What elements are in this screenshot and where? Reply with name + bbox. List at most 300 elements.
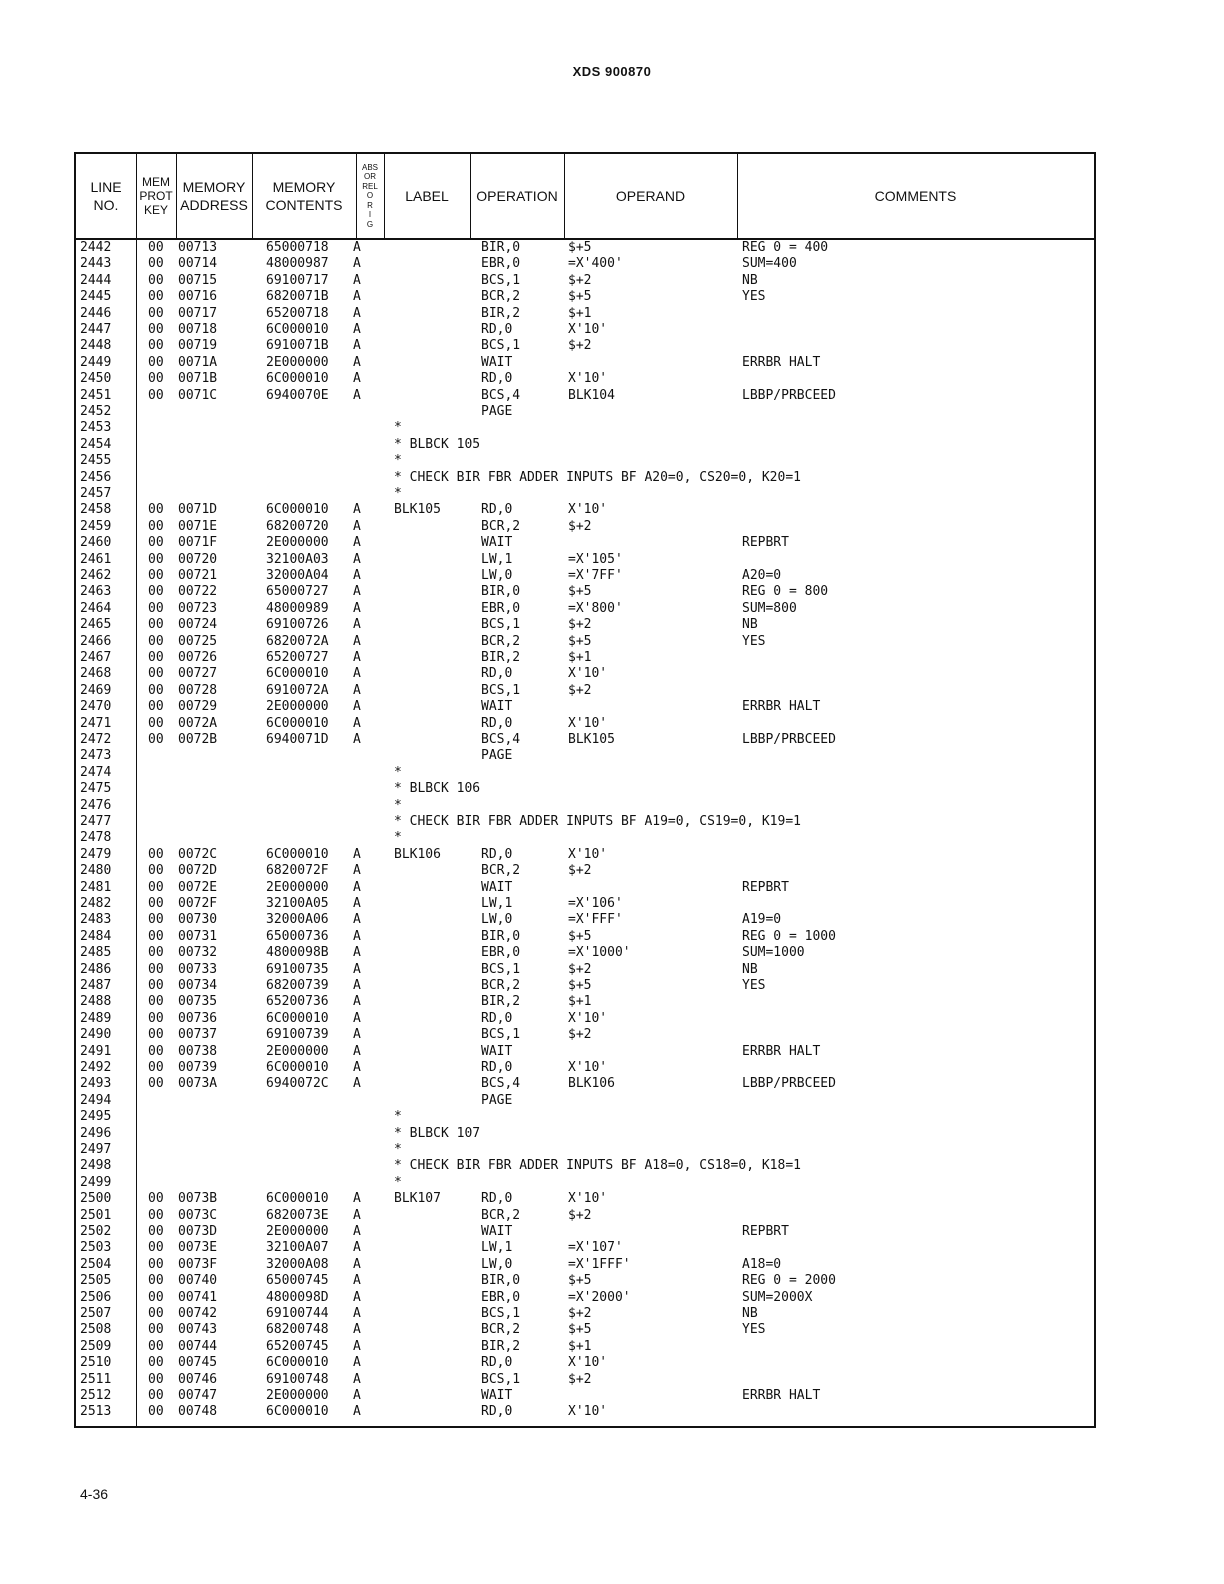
cell-memory-address: 00717 xyxy=(178,305,218,321)
cell-operation: BCS,1 xyxy=(481,1306,521,1321)
cell-memory-contents: 65000727 xyxy=(266,584,329,600)
cell-memory-contents: 6C000010 xyxy=(266,1060,329,1075)
cell-line-no: 2442 xyxy=(80,240,112,255)
cell-mem-prot-key: 00 xyxy=(148,387,164,403)
cell-line-no: 2503 xyxy=(80,1240,112,1256)
listing-row xyxy=(76,289,1094,305)
cell-memory-address: 0072E xyxy=(178,879,218,895)
cell-mem-prot-key: 00 xyxy=(148,1010,164,1026)
cell-line-no: 2444 xyxy=(80,272,112,288)
header-memory-contents: MEMORY CONTENTS xyxy=(265,179,343,213)
cell-abs-rel-flag: A xyxy=(353,305,361,321)
cell-label: * xyxy=(394,797,402,813)
cell-operand: =X'800' xyxy=(568,600,623,616)
cell-mem-prot-key: 00 xyxy=(148,1224,164,1239)
cell-abs-rel-flag: A xyxy=(353,240,361,255)
cell-mem-prot-key: 00 xyxy=(148,289,164,305)
cell-memory-contents: 2E000000 xyxy=(266,879,329,895)
cell-operation: LW,1 xyxy=(481,1240,513,1256)
cell-abs-rel-flag: A xyxy=(353,928,361,944)
cell-mem-prot-key: 00 xyxy=(148,1043,164,1059)
listing-row xyxy=(76,1011,1094,1027)
cell-abs-rel-flag: A xyxy=(353,1240,361,1256)
cell-operand: $+2 xyxy=(568,961,592,977)
cell-line-no: 2499 xyxy=(80,1174,112,1190)
cell-memory-contents: 2E000000 xyxy=(266,535,329,551)
cell-abs-rel-flag: A xyxy=(353,961,361,977)
cell-label: * BLBCK 106 xyxy=(394,781,481,797)
listing-row xyxy=(76,1109,1094,1125)
cell-memory-contents: 6940072C xyxy=(266,1076,329,1092)
cell-line-no: 2505 xyxy=(80,1273,112,1289)
cell-comment: REPBRT xyxy=(742,1224,789,1239)
cell-line-no: 2454 xyxy=(80,436,112,452)
listing-row xyxy=(76,683,1094,699)
cell-operand: $+5 xyxy=(568,633,592,649)
listing-row xyxy=(76,699,1094,715)
cell-memory-contents: 32100A07 xyxy=(266,1240,329,1256)
cell-abs-rel-flag: A xyxy=(353,1338,361,1354)
cell-operand: $+1 xyxy=(568,1338,592,1354)
cell-label: * xyxy=(394,830,402,846)
cell-operation: EBR,0 xyxy=(481,256,521,272)
cell-label: * xyxy=(394,1142,402,1157)
cell-operation: BCS,4 xyxy=(481,732,521,747)
cell-line-no: 2496 xyxy=(80,1125,112,1141)
cell-comment: NB xyxy=(742,272,758,288)
cell-operand: $+5 xyxy=(568,1273,592,1289)
cell-operation: BCS,1 xyxy=(481,1027,521,1043)
cell-memory-address: 00742 xyxy=(178,1306,218,1321)
cell-memory-address: 00721 xyxy=(178,568,218,583)
cell-memory-address: 0073F xyxy=(178,1256,218,1272)
cell-comment: A18=0 xyxy=(742,1256,782,1272)
cell-abs-rel-flag: A xyxy=(353,617,361,633)
cell-mem-prot-key: 00 xyxy=(148,272,164,288)
cell-line-no: 2494 xyxy=(80,1092,112,1108)
cell-line-no: 2484 xyxy=(80,928,112,944)
cell-operation: RD,0 xyxy=(481,1010,513,1026)
listing-row xyxy=(76,1191,1094,1207)
listing-row xyxy=(76,814,1094,830)
cell-mem-prot-key: 00 xyxy=(148,666,164,682)
cell-label: * xyxy=(394,1109,402,1125)
listing-row xyxy=(76,1076,1094,1092)
cell-memory-address: 00725 xyxy=(178,633,218,649)
cell-operand: X'10' xyxy=(568,1191,608,1207)
cell-memory-contents: 6C000010 xyxy=(266,371,329,387)
cell-memory-address: 00739 xyxy=(178,1060,218,1075)
cell-operation: BCR,2 xyxy=(481,978,521,993)
listing-row xyxy=(76,502,1094,518)
cell-operation: LW,0 xyxy=(481,912,513,928)
cell-line-no: 2507 xyxy=(80,1306,112,1321)
cell-line-no: 2486 xyxy=(80,961,112,977)
cell-comment: SUM=1000 xyxy=(742,945,805,961)
cell-mem-prot-key: 00 xyxy=(148,1027,164,1043)
cell-memory-address: 00724 xyxy=(178,617,218,633)
cell-memory-address: 00720 xyxy=(178,551,218,567)
cell-abs-rel-flag: A xyxy=(353,1256,361,1272)
cell-operation: PAGE xyxy=(481,1092,513,1108)
listing-row xyxy=(76,486,1094,502)
cell-label: * CHECK BIR FBR ADDER INPUTS BF A18=0, CS18=0, K18=1 xyxy=(394,1158,801,1174)
listing-row xyxy=(76,880,1094,896)
cell-operation: LW,0 xyxy=(481,568,513,583)
cell-line-no: 2485 xyxy=(80,945,112,961)
cell-mem-prot-key: 00 xyxy=(148,1256,164,1272)
cell-operation: RD,0 xyxy=(481,322,513,337)
cell-abs-rel-flag: A xyxy=(353,1010,361,1026)
header-abs-rel-orig: ABS OR REL O R I G xyxy=(361,162,378,229)
cell-line-no: 2453 xyxy=(80,420,112,436)
cell-abs-rel-flag: A xyxy=(353,371,361,387)
cell-abs-rel-flag: A xyxy=(353,994,361,1010)
listing-row xyxy=(76,650,1094,666)
cell-operand: X'10' xyxy=(568,1404,608,1420)
listing-row xyxy=(76,896,1094,912)
cell-operand: $+2 xyxy=(568,272,592,288)
cell-memory-address: 0073D xyxy=(178,1224,218,1239)
cell-operation: PAGE xyxy=(481,748,513,764)
cell-memory-contents: 6910072A xyxy=(266,682,329,698)
cell-line-no: 2459 xyxy=(80,518,112,534)
cell-abs-rel-flag: A xyxy=(353,896,361,911)
cell-memory-address: 00715 xyxy=(178,272,218,288)
cell-operation: EBR,0 xyxy=(481,945,521,961)
listing-row xyxy=(76,1175,1094,1191)
cell-memory-contents: 6910071B xyxy=(266,338,329,354)
cell-mem-prot-key: 00 xyxy=(148,371,164,387)
cell-comment: LBBP/PRBCEED xyxy=(742,732,836,747)
cell-mem-prot-key: 00 xyxy=(148,1273,164,1289)
cell-mem-prot-key: 00 xyxy=(148,978,164,993)
listing-row xyxy=(76,322,1094,338)
cell-memory-contents: 2E000000 xyxy=(266,354,329,370)
listing-row xyxy=(76,470,1094,486)
cell-comment: YES xyxy=(742,289,766,305)
cell-comment: REG 0 = 800 xyxy=(742,584,829,600)
column-divider xyxy=(564,154,565,238)
cell-operand: X'10' xyxy=(568,1060,608,1075)
cell-line-no: 2482 xyxy=(80,896,112,911)
cell-memory-address: 00743 xyxy=(178,1322,218,1338)
cell-operation: LW,1 xyxy=(481,896,513,911)
cell-operation: BCR,2 xyxy=(481,1322,521,1338)
listing-row xyxy=(76,912,1094,928)
cell-mem-prot-key: 00 xyxy=(148,305,164,321)
cell-mem-prot-key: 00 xyxy=(148,896,164,911)
cell-mem-prot-key: 00 xyxy=(148,682,164,698)
cell-mem-prot-key: 00 xyxy=(148,650,164,665)
cell-mem-prot-key: 00 xyxy=(148,354,164,370)
cell-memory-contents: 6820072A xyxy=(266,633,329,649)
cell-abs-rel-flag: A xyxy=(353,1355,361,1371)
cell-memory-address: 00727 xyxy=(178,666,218,682)
listing-row xyxy=(76,978,1094,994)
cell-operand: BLK105 xyxy=(568,732,615,747)
cell-memory-address: 00738 xyxy=(178,1043,218,1059)
cell-line-no: 2450 xyxy=(80,371,112,387)
cell-memory-address: 00737 xyxy=(178,1027,218,1043)
listing-row xyxy=(76,1372,1094,1388)
cell-memory-address: 00713 xyxy=(178,240,218,255)
cell-memory-address: 00728 xyxy=(178,682,218,698)
cell-memory-contents: 2E000000 xyxy=(266,1043,329,1059)
cell-abs-rel-flag: A xyxy=(353,535,361,551)
cell-memory-contents: 65000736 xyxy=(266,928,329,944)
cell-memory-address: 00744 xyxy=(178,1338,218,1354)
cell-line-no: 2502 xyxy=(80,1224,112,1239)
cell-mem-prot-key: 00 xyxy=(148,699,164,715)
cell-abs-rel-flag: A xyxy=(353,387,361,403)
cell-mem-prot-key: 00 xyxy=(148,256,164,272)
cell-line-no: 2448 xyxy=(80,338,112,354)
cell-memory-address: 00731 xyxy=(178,928,218,944)
cell-memory-contents: 6C000010 xyxy=(266,715,329,731)
listing-row xyxy=(76,1322,1094,1338)
cell-line-no: 2504 xyxy=(80,1256,112,1272)
listing-row xyxy=(76,1404,1094,1420)
cell-mem-prot-key: 00 xyxy=(148,945,164,961)
cell-memory-contents: 2E000000 xyxy=(266,1224,329,1239)
cell-memory-contents: 69100717 xyxy=(266,272,329,288)
cell-memory-contents: 68200739 xyxy=(266,978,329,993)
cell-operation: BIR,2 xyxy=(481,305,521,321)
cell-memory-address: 0072F xyxy=(178,896,218,911)
column-divider xyxy=(252,154,253,238)
cell-comment: SUM=400 xyxy=(742,256,797,272)
cell-memory-address: 00745 xyxy=(178,1355,218,1371)
cell-label: BLK107 xyxy=(394,1191,441,1207)
cell-operand: =X'400' xyxy=(568,256,623,272)
listing-row xyxy=(76,519,1094,535)
cell-mem-prot-key: 00 xyxy=(148,1289,164,1305)
header-label: LABEL xyxy=(405,188,449,204)
listing-row xyxy=(76,306,1094,322)
cell-memory-contents: 65200736 xyxy=(266,994,329,1010)
listing-row xyxy=(76,765,1094,781)
listing-row xyxy=(76,535,1094,551)
cell-abs-rel-flag: A xyxy=(353,600,361,616)
cell-mem-prot-key: 00 xyxy=(148,1355,164,1371)
cell-memory-contents: 6C000010 xyxy=(266,1191,329,1207)
cell-memory-contents: 65200745 xyxy=(266,1338,329,1354)
cell-operand: BLK104 xyxy=(568,387,615,403)
cell-mem-prot-key: 00 xyxy=(148,863,164,879)
cell-abs-rel-flag: A xyxy=(353,518,361,534)
cell-line-no: 2487 xyxy=(80,978,112,993)
cell-comment: ERRBR HALT xyxy=(742,354,821,370)
cell-operation: WAIT xyxy=(481,879,513,895)
cell-operand: $+1 xyxy=(568,650,592,665)
cell-operation: BCR,2 xyxy=(481,289,521,305)
cell-memory-contents: 6940070E xyxy=(266,387,329,403)
cell-abs-rel-flag: A xyxy=(353,1191,361,1207)
cell-comment: ERRBR HALT xyxy=(742,1043,821,1059)
cell-mem-prot-key: 00 xyxy=(148,617,164,633)
listing-row xyxy=(76,1257,1094,1273)
cell-operand: $+2 xyxy=(568,682,592,698)
cell-line-no: 2466 xyxy=(80,633,112,649)
cell-abs-rel-flag: A xyxy=(353,1224,361,1239)
cell-mem-prot-key: 00 xyxy=(148,1240,164,1256)
cell-mem-prot-key: 00 xyxy=(148,1060,164,1075)
cell-memory-address: 00730 xyxy=(178,912,218,928)
cell-memory-address: 0071D xyxy=(178,502,218,518)
cell-operand: $+2 xyxy=(568,1207,592,1223)
cell-abs-rel-flag: A xyxy=(353,912,361,928)
cell-operation: EBR,0 xyxy=(481,1289,521,1305)
column-divider xyxy=(470,154,471,238)
cell-memory-contents: 6C000010 xyxy=(266,666,329,682)
cell-abs-rel-flag: A xyxy=(353,715,361,731)
table-header xyxy=(76,154,1094,240)
listing-row xyxy=(76,634,1094,650)
cell-abs-rel-flag: A xyxy=(353,846,361,862)
cell-comment: YES xyxy=(742,1322,766,1338)
listing-row xyxy=(76,863,1094,879)
cell-line-no: 2456 xyxy=(80,469,112,485)
cell-operand: $+2 xyxy=(568,617,592,633)
listing-row xyxy=(76,601,1094,617)
cell-memory-contents: 6C000010 xyxy=(266,846,329,862)
cell-operand: =X'107' xyxy=(568,1240,623,1256)
listing-row xyxy=(76,1224,1094,1240)
cell-line-no: 2462 xyxy=(80,568,112,583)
cell-memory-address: 00740 xyxy=(178,1273,218,1289)
header-line-no: LINE NO. xyxy=(90,179,122,213)
cell-operand: X'10' xyxy=(568,502,608,518)
cell-operation: BIR,0 xyxy=(481,1273,521,1289)
cell-comment: A20=0 xyxy=(742,568,782,583)
cell-operation: LW,1 xyxy=(481,551,513,567)
listing-row xyxy=(76,929,1094,945)
cell-operand: $+1 xyxy=(568,305,592,321)
cell-memory-address: 0072A xyxy=(178,715,218,731)
listing-row xyxy=(76,748,1094,764)
cell-memory-contents: 32100A03 xyxy=(266,551,329,567)
cell-abs-rel-flag: A xyxy=(353,1404,361,1420)
listing-row xyxy=(76,1240,1094,1256)
cell-abs-rel-flag: A xyxy=(353,1060,361,1075)
cell-abs-rel-flag: A xyxy=(353,945,361,961)
cell-mem-prot-key: 00 xyxy=(148,1322,164,1338)
cell-line-no: 2492 xyxy=(80,1060,112,1075)
listing-row xyxy=(76,240,1094,256)
cell-operation: BCR,2 xyxy=(481,633,521,649)
cell-operand: $+2 xyxy=(568,1306,592,1321)
cell-mem-prot-key: 00 xyxy=(148,633,164,649)
cell-label: * CHECK BIR FBR ADDER INPUTS BF A20=0, CS20=0, K20=1 xyxy=(394,469,801,485)
cell-comment: LBBP/PRBCEED xyxy=(742,1076,836,1092)
cell-mem-prot-key: 00 xyxy=(148,1371,164,1387)
cell-operand: $+2 xyxy=(568,518,592,534)
cell-memory-address: 0071A xyxy=(178,354,218,370)
cell-operation: LW,0 xyxy=(481,1256,513,1272)
cell-operation: EBR,0 xyxy=(481,600,521,616)
cell-line-no: 2501 xyxy=(80,1207,112,1223)
cell-line-no: 2500 xyxy=(80,1191,112,1207)
cell-memory-contents: 4800098B xyxy=(266,945,329,961)
cell-abs-rel-flag: A xyxy=(353,354,361,370)
listing-row xyxy=(76,355,1094,371)
header-operation: OPERATION xyxy=(476,188,558,204)
cell-line-no: 2458 xyxy=(80,502,112,518)
cell-memory-contents: 69100748 xyxy=(266,1371,329,1387)
cell-memory-contents: 32000A04 xyxy=(266,568,329,583)
listing-row xyxy=(76,420,1094,436)
cell-abs-rel-flag: A xyxy=(353,1027,361,1043)
cell-label: * BLBCK 107 xyxy=(394,1125,481,1141)
cell-line-no: 2506 xyxy=(80,1289,112,1305)
cell-abs-rel-flag: A xyxy=(353,1371,361,1387)
cell-comment: SUM=800 xyxy=(742,600,797,616)
cell-operation: RD,0 xyxy=(481,502,513,518)
cell-line-no: 2481 xyxy=(80,879,112,895)
cell-operation: RD,0 xyxy=(481,371,513,387)
cell-memory-address: 00726 xyxy=(178,650,218,665)
header-comments: COMMENTS xyxy=(874,188,957,204)
cell-line-no: 2490 xyxy=(80,1027,112,1043)
cell-memory-address: 00729 xyxy=(178,699,218,715)
cell-mem-prot-key: 00 xyxy=(148,1076,164,1092)
cell-operation: BCS,1 xyxy=(481,682,521,698)
listing-row xyxy=(76,338,1094,354)
listing-row xyxy=(76,552,1094,568)
listing-row xyxy=(76,617,1094,633)
cell-comment: REG 0 = 1000 xyxy=(742,928,836,944)
cell-operation: BCS,1 xyxy=(481,1371,521,1387)
cell-memory-address: 0073A xyxy=(178,1076,218,1092)
cell-mem-prot-key: 00 xyxy=(148,240,164,255)
cell-label: BLK106 xyxy=(394,846,441,862)
cell-comment: NB xyxy=(742,1306,758,1321)
cell-operand: $+5 xyxy=(568,584,592,600)
cell-mem-prot-key: 00 xyxy=(148,535,164,551)
cell-memory-address: 0071C xyxy=(178,387,218,403)
cell-comment: REG 0 = 400 xyxy=(742,240,829,255)
cell-line-no: 2443 xyxy=(80,256,112,272)
cell-mem-prot-key: 00 xyxy=(148,961,164,977)
cell-abs-rel-flag: A xyxy=(353,1289,361,1305)
cell-operation: BCR,2 xyxy=(481,1207,521,1223)
listing-row xyxy=(76,568,1094,584)
cell-operand: $+2 xyxy=(568,338,592,354)
cell-abs-rel-flag: A xyxy=(353,732,361,747)
listing-row xyxy=(76,584,1094,600)
cell-label: * xyxy=(394,764,402,780)
cell-memory-contents: 6C000010 xyxy=(266,322,329,337)
cell-operand: =X'106' xyxy=(568,896,623,911)
cell-mem-prot-key: 00 xyxy=(148,338,164,354)
cell-label: * xyxy=(394,453,402,469)
cell-operand: X'10' xyxy=(568,666,608,682)
cell-mem-prot-key: 00 xyxy=(148,1207,164,1223)
cell-operand: $+2 xyxy=(568,1027,592,1043)
header-operand: OPERAND xyxy=(615,188,686,204)
listing-row xyxy=(76,371,1094,387)
cell-memory-contents: 69100744 xyxy=(266,1306,329,1321)
cell-line-no: 2488 xyxy=(80,994,112,1010)
cell-memory-contents: 32100A05 xyxy=(266,896,329,911)
listing-row xyxy=(76,1060,1094,1076)
cell-line-no: 2468 xyxy=(80,666,112,682)
cell-memory-contents: 32000A08 xyxy=(266,1256,329,1272)
document-id: XDS 900870 xyxy=(572,64,652,79)
cell-operation: RD,0 xyxy=(481,846,513,862)
cell-operand: $+2 xyxy=(568,1371,592,1387)
